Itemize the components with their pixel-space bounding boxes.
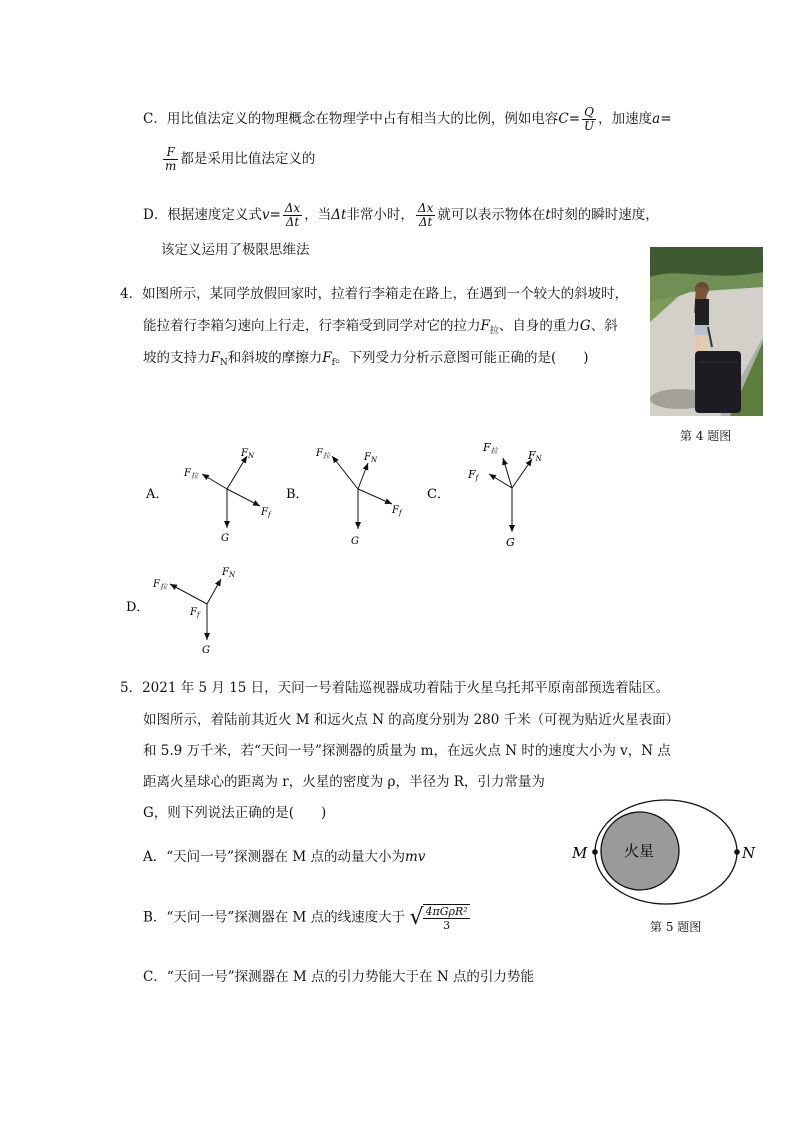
q4-option-d: D．: [126, 600, 150, 615]
q3-d-mid2: 非常小时，: [346, 207, 414, 223]
label-n: N: [742, 844, 756, 862]
q4-line2-c: 、斜: [590, 318, 618, 334]
q4-line2: [143, 316, 618, 341]
q3-d-den2: Δt: [418, 215, 433, 229]
q5-b-den: 3: [443, 919, 451, 932]
q5-option-c: C．“天问一号”探测器在 M 点的引力势能大于在 N 点的引力势能: [143, 969, 534, 985]
q3-option-d-line1: [143, 202, 659, 229]
svg-text:G: G: [221, 533, 229, 544]
q4-option-b: B．: [286, 487, 309, 502]
diagram-d: [152, 567, 236, 656]
q4-line3-c: 。下列受力分析示意图可能正确的是( ): [334, 350, 589, 366]
q3-c-eq2: =: [660, 111, 672, 127]
svg-text:G: G: [202, 645, 210, 656]
q3-option-c-line2: [161, 146, 315, 173]
q4-line2-b: 、自身的重力: [498, 318, 580, 334]
q3-c-a: a: [652, 111, 661, 127]
q5-b-num: 4πGρR²: [425, 905, 468, 918]
svg-text:Ff: Ff: [468, 468, 479, 482]
q3-d-mid: ，当: [304, 207, 332, 223]
svg-text:G: G: [506, 536, 515, 549]
label-m: M: [572, 844, 588, 862]
q5-b-sqrt: [409, 904, 469, 932]
svg-text:FN: $F_N$: [364, 452, 378, 464]
q3-c-m: m: [165, 159, 177, 173]
q4-line3-F: F: [210, 350, 220, 366]
q4-line3-a: 坡的支持力: [143, 350, 211, 366]
q4-caption: 第 4 题图: [680, 429, 732, 443]
q4-line2-sub: 拉: [489, 326, 499, 336]
q3-d-frac2: [416, 202, 435, 229]
q3-c-text: C．用比值法定义的物理概念在物理学中占有相当大的比例，例如电容: [143, 111, 559, 127]
q5-b-radicand: [423, 904, 469, 932]
q4-line3-sub2: f: [331, 358, 335, 368]
q3-d-dt: Δt: [331, 207, 347, 223]
q5-line4: 距离火星球心的距离为 r，火星的密度为 ρ，半径为 R，引力常量为: [143, 774, 545, 790]
q3-c-post: 都是采用比值法定义的: [180, 151, 316, 167]
q5-b-text: B．“天问一号”探测器在 M 点的线速度大于: [143, 909, 406, 926]
point-n-icon: [734, 849, 740, 855]
q5-line5: G，则下列说法正确的是( ): [143, 805, 327, 821]
q5-option-a: [143, 847, 425, 867]
q3-d-frac1: [283, 202, 302, 229]
planet-label: 火星: [624, 842, 655, 860]
q3-option-c-line1: [143, 106, 672, 133]
q4-line2-a: 能拉着行李箱匀速向上行走，行李箱受到同学对它的拉力: [143, 318, 481, 334]
q3-d-v: v: [261, 207, 270, 223]
q4-line3-F2: F: [322, 350, 332, 366]
svg-text:F拉: $F_拉$: [184, 468, 198, 480]
svg-text:F拉: $F_拉$: [153, 579, 167, 591]
svg-text:F拉: F拉: [483, 441, 498, 455]
q4-line3-b: 和斜坡的摩擦力: [227, 350, 323, 366]
sqrt-sign-icon: √: [409, 905, 424, 930]
q3-d-num2: Δx: [417, 201, 434, 215]
svg-text:Ff: $F_f$: [392, 505, 402, 517]
q3-d-t: t: [545, 207, 551, 223]
q3-c-mid: ，加速度: [598, 111, 653, 127]
q3-c-symbol: C: [558, 111, 569, 127]
q3-c-den: U: [584, 119, 595, 133]
q3-d-text: D．根据速度定义式: [143, 207, 262, 223]
q5-caption: 第 5 题图: [650, 920, 702, 934]
q5-line3: 和 5.9 万千米，若“天问一号”探测器的质量为 m，在远火点 N 时的速度大小为 v，N 点: [143, 743, 671, 759]
q5-line2: 如图所示，着陆前其近火 M 和远火点 N 的高度分别为 280 千米（可视为贴近火星表面）: [143, 712, 680, 728]
q5-line1: 5．2021 年 5 月 15 日，天问一号着陆巡视器成功着陆于火星乌托邦平原南部预选着陆区。: [120, 680, 670, 696]
svg-text:FN: FN: [528, 449, 542, 463]
svg-text:G: G: [351, 536, 359, 547]
svg-text:Ff: $F_f$: [261, 507, 271, 519]
q4-line3: [143, 348, 589, 373]
q4-option-c: C．: [427, 487, 450, 502]
q5-a-text: A．“天问一号”探测器在 M 点的动量大小为: [143, 849, 405, 865]
q3-d-num1: Δx: [284, 201, 301, 215]
diagram-c: [467, 441, 543, 549]
svg-text:Ff: $F_f$: [190, 607, 200, 619]
q4-option-a: A．: [146, 487, 169, 502]
q5-option-b: [143, 904, 470, 932]
q4-line2-G: G: [579, 318, 591, 334]
diagram-a: [183, 448, 272, 544]
q3-c-eq: =: [568, 111, 580, 127]
q4-line2-F: F: [480, 318, 490, 334]
svg-text:FN: $F_N$: [222, 567, 236, 579]
q5-orbit-diagram: [568, 796, 758, 908]
q3-c-fraction: [582, 106, 596, 133]
q3-c-fraction2: [163, 146, 178, 173]
q4-force-diagrams: [120, 436, 560, 661]
q5-a-val: mv: [404, 849, 426, 865]
q3-d-mid3: 就可以表示物体在: [437, 207, 546, 223]
svg-text:F拉: $F_拉$: [316, 448, 330, 460]
q3-d-end: 时刻的瞬时速度，: [550, 207, 659, 223]
q3-c-F: F: [163, 146, 178, 160]
q3-c-num: Q: [582, 106, 596, 120]
q3-option-d-line2: 该定义运用了极限思维法: [161, 242, 310, 258]
diagram-b: [315, 448, 403, 547]
svg-text:FN: $F_N$: [241, 448, 255, 460]
q3-d-den1: Δt: [285, 215, 300, 229]
q4-line3-sub: N: [219, 358, 228, 368]
q4-photo: [650, 247, 763, 416]
q4-line1: 4．如图所示，某同学放假回家时，拉着行李箱走在路上，在遇到一个较大的斜坡时，: [120, 286, 629, 302]
point-m-icon: [592, 849, 598, 855]
q3-d-eq: =: [269, 207, 281, 223]
